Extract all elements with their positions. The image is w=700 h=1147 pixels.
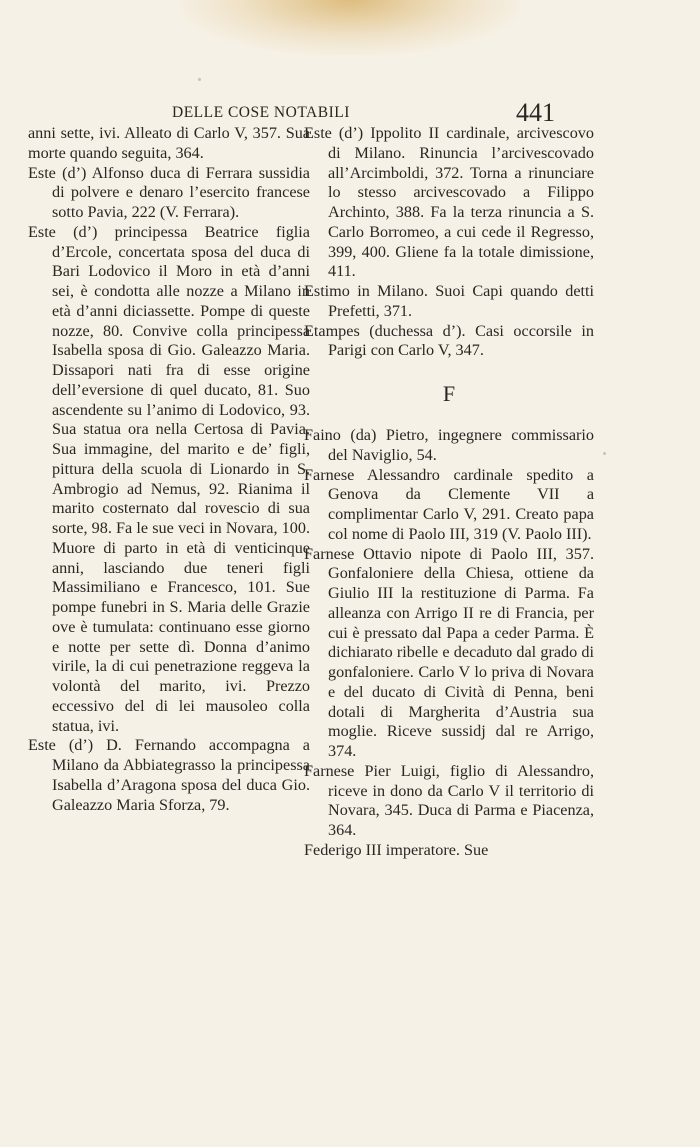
index-entry: Etampes (duchessa d’). Casi occorsile in Parigi con Carlo V, 347.	[304, 321, 594, 360]
index-entry: Este (d’) D. Fernando accompagna a Milano da Abbiategrasso la principessa Isabella d’Aragona sposa del duca Gio. Galeazzo Maria Sforza, 79.	[28, 736, 310, 814]
page-number: 441	[516, 98, 555, 127]
paper-speck	[198, 78, 201, 81]
index-entry: Estimo in Milano. Suoi Capi quando detti Prefetti, 371.	[304, 282, 594, 320]
paper-speck	[603, 452, 606, 455]
index-column-right	[304, 124, 594, 861]
index-entry: Farnese Alessandro cardinale spedito a Genova da Clemente VII a complimentar Carlo V, 291. Creato papa col nome di Paolo III, 319 (V. Paolo III).	[304, 465, 594, 543]
section-letter: F	[442, 381, 456, 406]
index-entry: Farnese Ottavio nipote di Paolo III, 357. Gonfaloniere della Chiesa, ottiene da Giulio III la restituzione di Parma. Fa alleanza con Arrigo II re di Francia, per cui è pressato dal Papa a ceder Parma. È dichiarato ribelle e decaduto dal grado di gonfaloniere. Carlo V lo priva di Novara e del ducato di Cività di Penna, beni dotali di Margherita d’Austria sua moglie. Riceve sussidj dal re Arrigo, 374.	[304, 544, 594, 760]
index-entry: Farnese Pier Luigi, figlio di Alessandro, riceve in dono da Carlo V il territorio di Novara, 345. Duca di Parma e Piacenza, 364.	[304, 761, 594, 839]
index-entry: Este (d’) Alfonso duca di Ferrara sussidia di polvere e denaro l’esercito francese sotto Pavia, 222 (V. Ferrara).	[28, 163, 310, 221]
paper-stain	[180, 0, 520, 55]
index-entry: Federigo III imperatore. Sue	[304, 840, 489, 859]
index-entry: Este (d’) Ippolito II cardinale, arcivescovo di Milano. Rinuncia l’arcivescovado all’Arcimboldi, 372. Torna a rinunciare lo stesso arcivescovado a Filippo Archinto, 388. Fa la terza rinuncia a S. Carlo Borromeo, a cui cede il Regresso, 399, 400. Gliene fa la totale dimissione, 411.	[304, 124, 594, 281]
running-title: DELLE COSE NOTABILI	[172, 104, 350, 121]
index-entry-continuation: anni sette, ivi. Alleato di Carlo V, 357. Sua morte quando seguita, 364.	[28, 124, 310, 162]
index-entry: Faino (da) Pietro, ingegnere commissario del Naviglio, 54.	[304, 426, 594, 464]
index-column-left	[28, 124, 310, 815]
index-entry: Este (d’) principessa Beatrice figlia d’Ercole, concertata sposa del duca di Bari Lodovico il Moro in età d’anni sei, è condotta alle nozze a Milano in età d’anni diciassette. Pompe di queste nozze, 80. Convive colla principessa Isabella sposa di Gio. Galeazzo Maria. Dissapori nati fra di esse origine dell’eversione di quel ducato, 81. Suo ascendente su l’animo di Lodovico, 93. Sua statua ora nella Certosa di Pavia. Sua immagine, del marito e de’ figli, pittura della scuola di Lionardo in S. Ambrogio ad Nemus, 92. Rianima il marito costernato dal rovescio di sua sorte, 98. Fa le sue veci in Novara, 100. Muore di parto in età di venticinque anni, lasciando due teneri figli Massimiliano e Francesco, 101. Sue pompe funebri in S. Maria delle Grazie ove è tumulata: continuano esse giorno e notte per sette dì. Donna d’animo virile, la di cui penetrazione reggeva la volontà del marito, ivi. Prezzo eccessivo del di lei mausoleo colla statua, ivi.	[28, 222, 310, 735]
